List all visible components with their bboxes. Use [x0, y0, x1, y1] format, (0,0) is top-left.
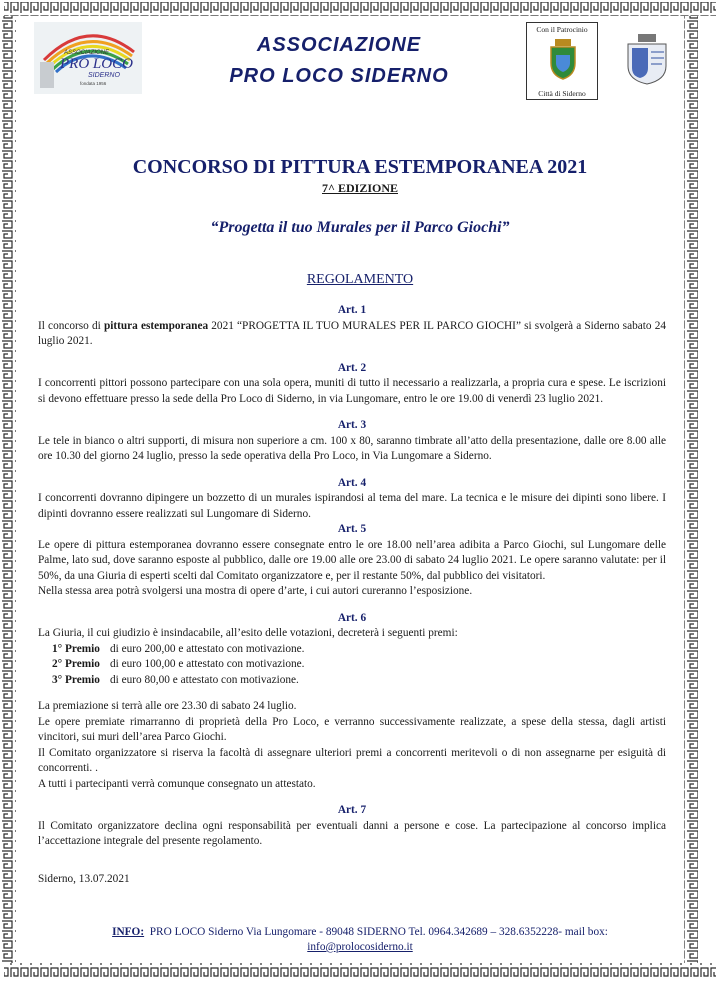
contest-subtitle: “Progetta il tuo Murales per il Parco Giochi”: [210, 219, 510, 236]
art-3-title: Art. 3: [337, 419, 367, 431]
art-1-title: Art. 1: [337, 304, 367, 316]
prize-2-label: 2° Premio: [52, 658, 100, 670]
art-6-text: La Giuria, il cui giudizio è insindacabile, all’esito delle votazioni, decreterà i seguenti premi:: [38, 627, 458, 639]
patronage-label: Con il Patrocinio: [536, 25, 588, 34]
art-7-text: Il Comitato organizzatore declina ogni responsabilità per eventuali danni a persone e cose. La partecipazione al concorso implica l’accettazione integrale del presente regolamento.: [38, 819, 666, 847]
art-4-text: I concorrenti dovranno dipingere un bozzetto di un murales ispirandosi al tema del mare. La tecnica e le misure dei dipinti sono libere. I dipinti dovranno essere realizzati sul Lungomare di Siderno.: [38, 492, 666, 520]
art-6-committee: Il Comitato organizzatore si riserva la facoltà di assegnare ulteriori premi a concorrenti meritevoli o di non assegnarne per esiguità di concorrenti. .: [38, 746, 666, 774]
art-1-text: [38, 319, 666, 350]
edition-label: 7^ EDIZIONE: [322, 181, 398, 195]
art-1-bold: pittura estemporanea: [103, 319, 209, 332]
regulation-body: [38, 303, 666, 887]
art-6-certificate: A tutti i partecipanti verrà comunque consegnato un attestato.: [38, 777, 316, 790]
info-label: INFO:: [112, 926, 145, 938]
info-text: PRO LOCO Siderno Via Lungomare - 89048 SIDERNO Tel. 0964.342689 – 328.6352228- mail box:: [149, 926, 608, 938]
art-7-title: Art. 7: [337, 804, 367, 816]
logo-text-founded: fondata 1956: [80, 81, 107, 86]
city-crest-icon: [547, 37, 579, 81]
info-footer: [30, 925, 690, 955]
logo-text-proloco: PRO LOCO: [60, 56, 133, 72]
document-date: Siderno, 13.07.2021: [38, 872, 130, 885]
info-email-link[interactable]: info@prolocosiderno.it: [307, 941, 413, 953]
pro-loco-logo: [34, 22, 142, 94]
association-title-line1: ASSOCIAZIONE: [256, 34, 422, 56]
prize-3-text: di euro 80,00 e attestato con motivazione.: [110, 673, 299, 686]
prize-1-label: 1° Premio: [52, 642, 100, 655]
art-5-text: Le opere di pittura estemporanea dovranno essere consegnate entro le ore 18.00 nell’area adibita a Parco Giochi, sul Lungomare delle Palme, lato sud, dove saranno esposte al pubblico, dalle ore 19.00 alle ore 23.00 di sabato 24 luglio 2021. Le opere saranno valutate: per il 50%, da una Giuria di esperti scelti dal Comitato organizzatore e, per il restante 50%, dal pubblico dei visitatori.: [38, 538, 666, 582]
document-page: [30, 20, 690, 970]
art-5-title: Art. 5: [337, 523, 367, 535]
prize-1-text: di euro 200,00 e attestato con motivazione.: [110, 642, 305, 655]
patronage-city: Città di Siderno: [538, 89, 586, 98]
art-2-text: I concorrenti pittori possono partecipare con una sola opera, muniti di tutto il necessario a realizzarla, a propria cura e spese. Le iscrizioni si devono effettuare presso la sede della Pro Loco di Siderno, in via Lungomare, entro le ore 19.00 di venerdì 23 luglio 2021.: [38, 377, 666, 405]
prize-3-label: 3° Premio: [52, 673, 100, 686]
art-6-award-time: La premiazione si terrà alle ore 23.30 di sabato 24 luglio.: [38, 700, 297, 712]
logo-text-assoc: ASSOCIAZIONE: [64, 50, 110, 56]
association-title-line2: PRO LOCO SIDERNO: [229, 65, 449, 87]
art-6-title: Art. 6: [337, 611, 367, 624]
letterhead: [34, 22, 682, 100]
art-6-ownership: Le opere premiate rimarranno di proprietà della Pro Loco, e verranno successivamente realizzate, a spese della stessa, dagli artisti vincitori, sui muri dell’area Parco Giochi.: [38, 715, 666, 743]
info-line: [30, 925, 690, 940]
prize-2-text: di euro 100,00 e attestato con motivazione.: [110, 658, 305, 670]
art-3-text: Le tele in bianco o altri supporti, di misura non superiore a cm. 100 x 80, saranno timbrate all’atto della presentazione, dalle ore 8.00 alle ore 10.30 del giorno 24 luglio, presso la sede operativa della Pro Loco, in Via Lungomare a Siderno.: [38, 434, 666, 462]
contest-title: CONCORSO DI PITTURA ESTEMPORANEA 2021: [132, 156, 588, 178]
art-2-title: Art. 2: [337, 361, 367, 374]
logo-text-siderno: SIDERNO: [88, 72, 120, 79]
regulation-heading: REGOLAMENTO: [306, 272, 414, 287]
art-4-title: Art. 4: [337, 476, 367, 489]
prize-3: [52, 673, 666, 689]
municipal-emblem-icon: [624, 32, 670, 86]
association-title: [184, 30, 494, 92]
art-5-text-2: Nella stessa area potrà svolgersi una mostra di opere d’arte, i cui autori cureranno l’esposizione.: [38, 585, 473, 597]
art-1-post: 2021 “PROGETTA IL TUO MURALES PER IL PARCO GIOCHI” si svolgerà a Siderno sabato 24 luglio 2021.: [38, 319, 666, 347]
prize-1: [52, 642, 666, 658]
prize-2: [52, 657, 666, 673]
patronage-box: [526, 22, 598, 100]
art-1-pre: Il concorso di: [38, 319, 104, 332]
